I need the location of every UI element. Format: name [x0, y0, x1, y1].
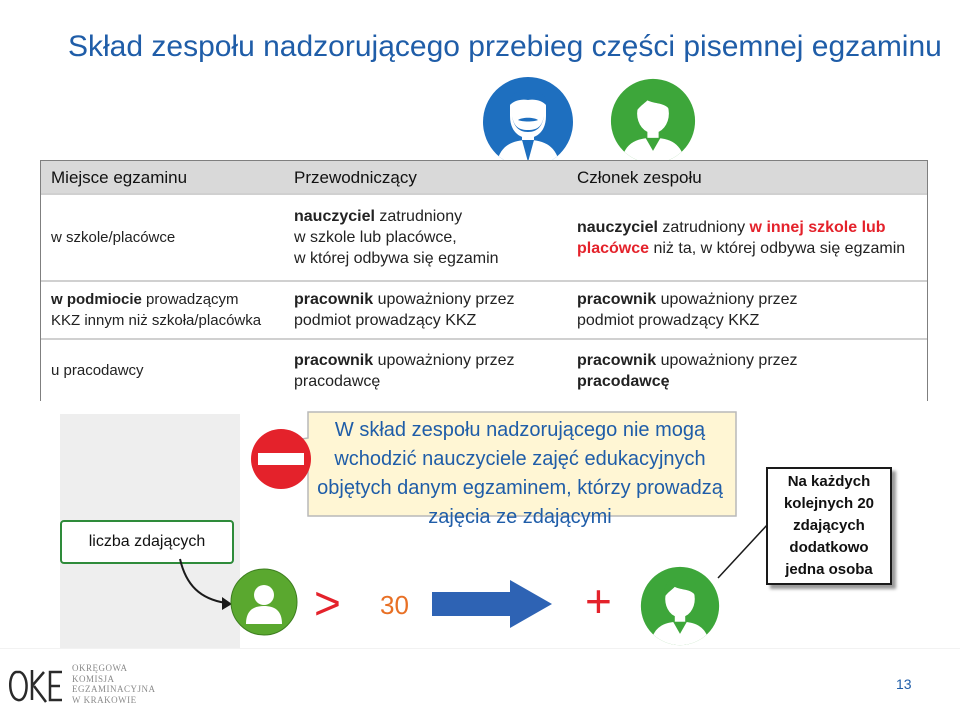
chair-role: nauczyciel	[294, 208, 375, 225]
member-cell	[567, 339, 927, 401]
table-row	[41, 281, 927, 339]
greater-than-sign: >	[314, 577, 341, 629]
chair-role: pracownik	[294, 351, 374, 369]
right-arrow-icon	[432, 578, 554, 630]
member-cell	[567, 281, 927, 339]
no-entry-icon	[250, 428, 312, 490]
chair-desc-line2: pracodawcę	[294, 372, 381, 390]
place-cell: u pracodawcy	[41, 339, 284, 401]
student-icon	[230, 568, 298, 636]
member-highlight: w innej szkole lub placówce	[577, 218, 886, 257]
table-row	[41, 339, 927, 401]
chair-cell	[284, 339, 567, 401]
chair-desc-line2: podmiot prowadzący KKZ	[294, 312, 477, 329]
member-role: pracownik	[577, 291, 657, 308]
logo-line: EGZAMINACYJNA	[72, 684, 156, 694]
supervision-table	[40, 160, 928, 401]
page-number: 13	[896, 676, 912, 692]
chair-cell	[284, 281, 567, 339]
table-header-row	[41, 161, 927, 194]
additional-member-icon	[640, 566, 720, 646]
header-exam-place: Miejsce egzaminu	[41, 161, 284, 194]
extra-staff-note: Na każdych kolejnych 20 zdających dodatkowo jedna osoba	[766, 467, 892, 585]
place-line2: KKZ innym niż szkoła/placówka	[51, 312, 262, 329]
oke-logo-text	[72, 663, 156, 705]
member-desc-line2: pracodawcę	[577, 372, 670, 390]
header-chair: Przewodniczący	[284, 161, 567, 194]
students-count-label: liczba zdających	[60, 520, 234, 564]
plus-sign: +	[585, 575, 612, 627]
member-desc: upoważniony przez	[656, 351, 798, 369]
place-cell: w szkole/placówce	[41, 194, 284, 281]
member-desc-tail: niż ta, w której odbywa się egzamin	[649, 239, 906, 257]
chair-desc: upoważniony przez	[373, 291, 515, 308]
chair-role: pracownik	[294, 291, 374, 308]
member-person-icon	[610, 78, 696, 164]
chair-desc: upoważniony przez	[373, 351, 515, 369]
member-cell	[567, 194, 927, 281]
chair-cell	[284, 194, 567, 281]
logo-line: W KRAKOWIE	[72, 694, 137, 705]
member-desc-line2: podmiot prowadzący KKZ	[577, 312, 760, 329]
logo-line: KOMISJA	[72, 673, 115, 684]
header-member: Członek zespołu	[567, 161, 927, 194]
chair-person-icon	[482, 76, 574, 168]
logo-line: OKRĘGOWA	[72, 663, 128, 673]
place-bold: w podmiocie	[51, 291, 142, 308]
chair-desc: zatrudniony	[374, 208, 463, 225]
oke-logo-icon	[6, 664, 68, 710]
member-role: pracownik	[577, 351, 657, 369]
place-rest: prowadzącym	[141, 291, 239, 308]
page-title: Skład zespołu nadzorującego przebieg części pisemnej egzaminu	[68, 30, 942, 63]
notice-text: W skład zespołu nadzorującego nie mogą wchodzić nauczyciele zajęć edukacyjnych objętych danym egzaminem, którzy prowadzą zajęcia ze zdającymi	[317, 419, 723, 528]
place-cell	[41, 281, 284, 339]
member-desc: zatrudniony	[657, 218, 750, 236]
table-row	[41, 194, 927, 281]
threshold-value: 30	[380, 590, 409, 620]
connector-line	[716, 520, 772, 580]
chair-desc-line3: w której odbywa się egzamin	[294, 250, 499, 267]
chair-desc-line2: w szkole lub placówce,	[294, 229, 457, 246]
member-role: nauczyciel	[577, 218, 658, 236]
member-desc: upoważniony przez	[656, 291, 798, 308]
